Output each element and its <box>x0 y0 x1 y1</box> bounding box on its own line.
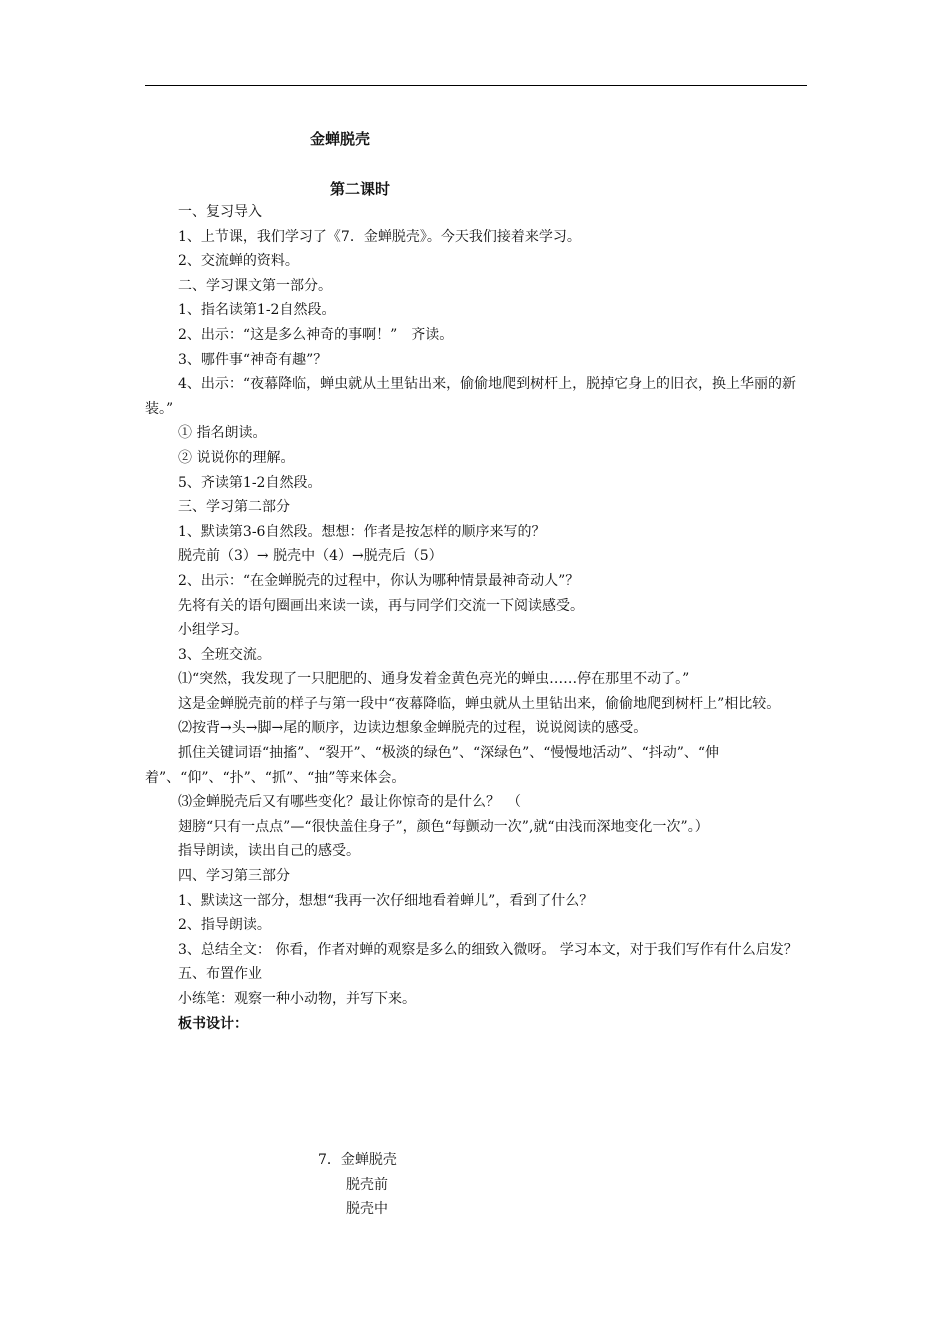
document-title: 金蝉脱壳 <box>310 130 371 148</box>
paragraph: ⑴“突然，我发现了一只肥肥的、通身发着金黄色亮光的蝉虫……停在那里不动了。” <box>178 671 690 688</box>
board-design-heading: 板书设计： <box>178 1015 248 1032</box>
paragraph: 翅膀“只有一点点”—“很快盖住身子”，颜色“每颤动一次”,就“由浅而深地变化一次”。） <box>178 818 709 835</box>
paragraph: 小练笔：观察一种小动物，并写下来。 <box>178 991 416 1007</box>
paragraph: 2、指导朗读。 <box>178 917 271 934</box>
header-rule <box>145 85 807 86</box>
paragraph: 1、上节课，我们学习了《7．金蝉脱壳》。今天我们接着来学习。 <box>178 228 581 245</box>
board-design <box>318 1148 397 1222</box>
paragraph: ① 指名朗读。 <box>178 425 267 442</box>
board-title: 7．金蝉脱壳 <box>318 1152 397 1168</box>
paragraph: 脱壳前（3）→ 脱壳中（4）→脱壳后（5） <box>178 548 443 565</box>
section-heading: 一、复习导入 <box>178 204 262 220</box>
paragraph: 抓住关键词语“抽搐”、“裂开”、“极淡的绿色”、“深绿色”、“慢慢地活动”、“抖动”、“伸着”、“仰”、“扑”、“抓”、“抽”等来体会。 <box>145 745 720 786</box>
paragraph: 先将有关的语句圈画出来读一读，再与同学们交流一下阅读感受。 <box>178 597 584 614</box>
paragraph: 3、哪件事“神奇有趣”？ <box>178 351 328 368</box>
section-heading: 五、布置作业 <box>178 966 262 983</box>
paragraph: 1、指名读第1-2自然段。 <box>178 302 336 319</box>
paragraph: ⑶金蝉脱壳后又有哪些变化？最让你惊奇的是什么？ （ <box>178 794 521 811</box>
board-item: 脱壳前 <box>346 1176 388 1193</box>
section-heading: 三、学习第二部分 <box>178 499 290 516</box>
paragraph: 小组学习。 <box>178 622 248 639</box>
paragraph: ② 说说你的理解。 <box>178 449 295 466</box>
section-heading: 四、学习第三部分 <box>178 868 290 885</box>
section-heading: 二、学习课文第一部分。 <box>178 277 332 294</box>
paragraph: 1、默读这一部分，想想“我再一次仔细地看着蝉儿”，看到了什么？ <box>178 892 594 909</box>
paragraph: ⑵按背→头→脚→尾的顺序，边读边想象金蝉脱壳的过程，说说阅读的感受。 <box>178 720 648 737</box>
lesson-body <box>145 200 815 1036</box>
paragraph: 这是金蝉脱壳前的样子与第一段中“夜幕降临，蝉虫就从土里钻出来，偷偷地爬到树杆上”相比较。 <box>178 695 781 712</box>
paragraph: 指导朗读，读出自己的感受。 <box>178 843 360 860</box>
paragraph: 2、出示：“这是多么神奇的事啊！” 齐读。 <box>178 326 454 343</box>
paragraph: 4、出示：“夜幕降临，蝉虫就从土里钻出来，偷偷地爬到树杆上，脱掉它身上的旧衣，换上华丽的新装。” <box>145 376 797 417</box>
paragraph: 2、出示：“在金蝉脱壳的过程中，你认为哪种情景最神奇动人”？ <box>178 572 580 589</box>
board-item: 脱壳中 <box>346 1201 388 1218</box>
paragraph: 1、默读第3-6自然段。想想：作者是按怎样的顺序来写的？ <box>178 523 546 540</box>
paragraph: 3、全班交流。 <box>178 646 271 663</box>
lesson-subtitle: 第二课时 <box>330 180 391 198</box>
paragraph: 2、交流蝉的资料。 <box>178 253 299 270</box>
paragraph: 3、总结全文： 你看，作者对蝉的观察是多么的细致入微呀。 学习本文，对于我们写作有什么启发？ <box>178 941 798 958</box>
paragraph: 5、齐读第1-2自然段。 <box>178 474 322 491</box>
